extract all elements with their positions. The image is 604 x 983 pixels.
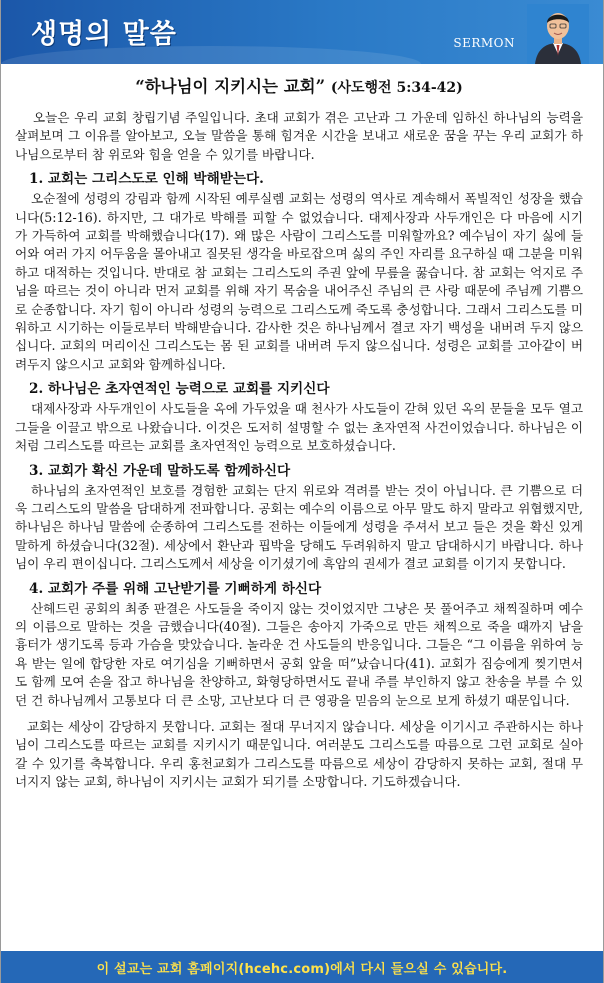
sermon-content [1,64,603,792]
section-heading: 3. 교회가 확신 가운데 말하도록 함께하신다 [29,462,291,479]
section-body: 산헤드린 공회의 최종 판결은 사도들을 죽이지 않는 것이었지만 그냥은 못 풀어주고 채찍질하며 예수의 이름으로 말하는 것을 금했습니다(40절). 그들은 송아지 가죽으로 만든 채찍으로 죽을 때까지 남을 흉터가 생기도록 등과 가슴을 맞았습니다. 놀라운 건 사도들의 반응입니다. 그들은 “그 이름을 위하여 능욕 받는 일에 합당한 자로 여기심을 기뻐하면서 공회 앞을 떠”났습니다(41). 교회가 짐승에게 찢기면서도 함께 모여 손을 잡고 하나님을 찬양하고, 화형당하면서도 끝내 주를 부인하지 않고 찬송을 부를 수 있던 건 하나님께서 고통보다 더 큰 소망, 고난보다 더 큰 영광을 믿음의 눈으로 보게 하셨기 때문입니다. [15,600,583,708]
section-heading: 4. 교회가 주를 위해 고난받기를 기뻐하게 하신다 [29,580,322,597]
section-body: 하나님의 초자연적인 보호를 경험한 교회는 단지 위로와 격려를 받는 것이 아닙니다. 큰 기쁨으로 더욱 그리스도의 말씀을 담대하게 전파합니다. 공회는 예수의 이름으로 아무 말도 하지 말라고 위협했지만, 하나님은 하나님 말씀에 순종하여 그리스도를 전하는 이들에게 성령을 주셔서 보고 들은 것을 확신 있게 말하게 하셨습니다(32절). 세상에서 환난과 핍박을 당해도 두려워하지 말고 담대하시기 바랍니다. 하나님이 우리 편이십니다. 그리스도께서 세상을 이기셨기에 흑암의 권세가 결코 교회를 이기지 못합니다. [15,482,583,572]
section-2 [15,380,583,455]
section-body: 대제사장과 사두개인이 사도들을 옥에 가두었을 때 천사가 사도들이 갇혀 있던 옥의 문들을 모두 열고 그들을 이끌고 밖으로 나왔습니다. 이것은 도저히 설명할 수 없는 초자연적 사건이었습니다. 하나님은 이처럼 그리스도를 따르는 교회를 초자연적인 능력으로 보호하셨습니다. [15,401,583,454]
scripture-reference: (사도행전 5:34-42) [330,80,463,96]
header-banner [1,0,603,64]
section-heading: 1. 교회는 그리스도로 인해 박해받는다. [29,171,264,188]
section-3 [15,462,583,574]
section-heading: 2. 하나님은 초자연적인 능력으로 교회를 지키신다 [29,381,330,398]
closing-paragraph: 교회는 세상이 감당하지 못합니다. 교회는 절대 무너지지 않습니다. 세상을 이기시고 주관하시는 하나님이 그리스도를 따르는 교회를 지키시기 때문입니다. 여러분도 그리스도를 따름으로 그런 교회로 실아갈 수 있기를 축복합니다. 우리 홍천교회가 그리스도를 따름으로 세상이 감당하지 못하는 교회, 절대 무너지지 않는 교회, 하나님이 지키시는 교회가 되기를 소망합니다. 기도하겠습니다. [15,718,583,790]
section-1 [15,170,583,374]
pastor-avatar-icon [527,4,589,64]
header-title: 생명의 말씀 [31,19,177,50]
footer-banner [1,951,603,983]
sermon-tag: SERMON [453,36,515,50]
section-4 [15,580,583,710]
sermon-title-text: “하나님이 지키시는 교회” [135,77,326,96]
sermon-title [15,77,583,98]
intro-paragraph: 오늘은 우리 교회 창립기념 주일입니다. 초대 교회가 겪은 고난과 그 가운데 임하신 하나님의 능력을 살펴보며 그 이유를 알아보고, 오늘 말씀을 통해 힘겨운 시간을 보내고 새로운 꿈을 꾸는 우리 교회가 하나님으로부터 참 위로와 힘을 얻을 수 있기를 바랍니다. [15,110,583,162]
section-body: 오순절에 성령의 강림과 함께 시작된 예루실렘 교회는 성령의 역사로 계속해서 폭빌적인 성장을 했습니다(5:12-16). 하지만, 그 대가로 박해를 피할 수 없었습니다. 대제사장과 사두개인은 다 마음에 시기가 가득하여 교회를 박해했습니다(17). 왜 많은 사람이 그리스도를 미워할까요? 예수님이 자기 싫에 들어와 여러 가지 어두움을 몰아내고 질못된 생각을 바로잡으며 싫의 주인 자리를 요구하실 때 그분을 미워하고 대적하는 것입니다. 반대로 참 교회는 그리스도의 주권 앞에 무릎을 꿇습니다. 참 교회는 억지로 주님을 따르는 것이 아니라 먼저 교회를 위해 자기 목숨을 내어주신 주님의 큰 사랑 때문에 주님께 기쁨으로 순종합니다. 자기 힘이 아니라 성령의 능력으로 그리스도께 죽도록 충성합니다. 그래서 그리스도를 미워하고 시기하는 이들로부터 박해받습니다. 감사한 것은 하나님께서 결코 자기 백성을 내버려 두지 않으십니다. 교회의 머리이신 그리스도는 몸 된 교회를 내버려 두지 않으십니다. 성령은 교회를 고아같이 버려두지 않으시고 교회와 함께하십니다. [15,191,583,372]
footer-notice: 이 설교는 교회 홈페이지(hcehc.com)에서 다시 들으실 수 있습니다. [96,961,508,977]
